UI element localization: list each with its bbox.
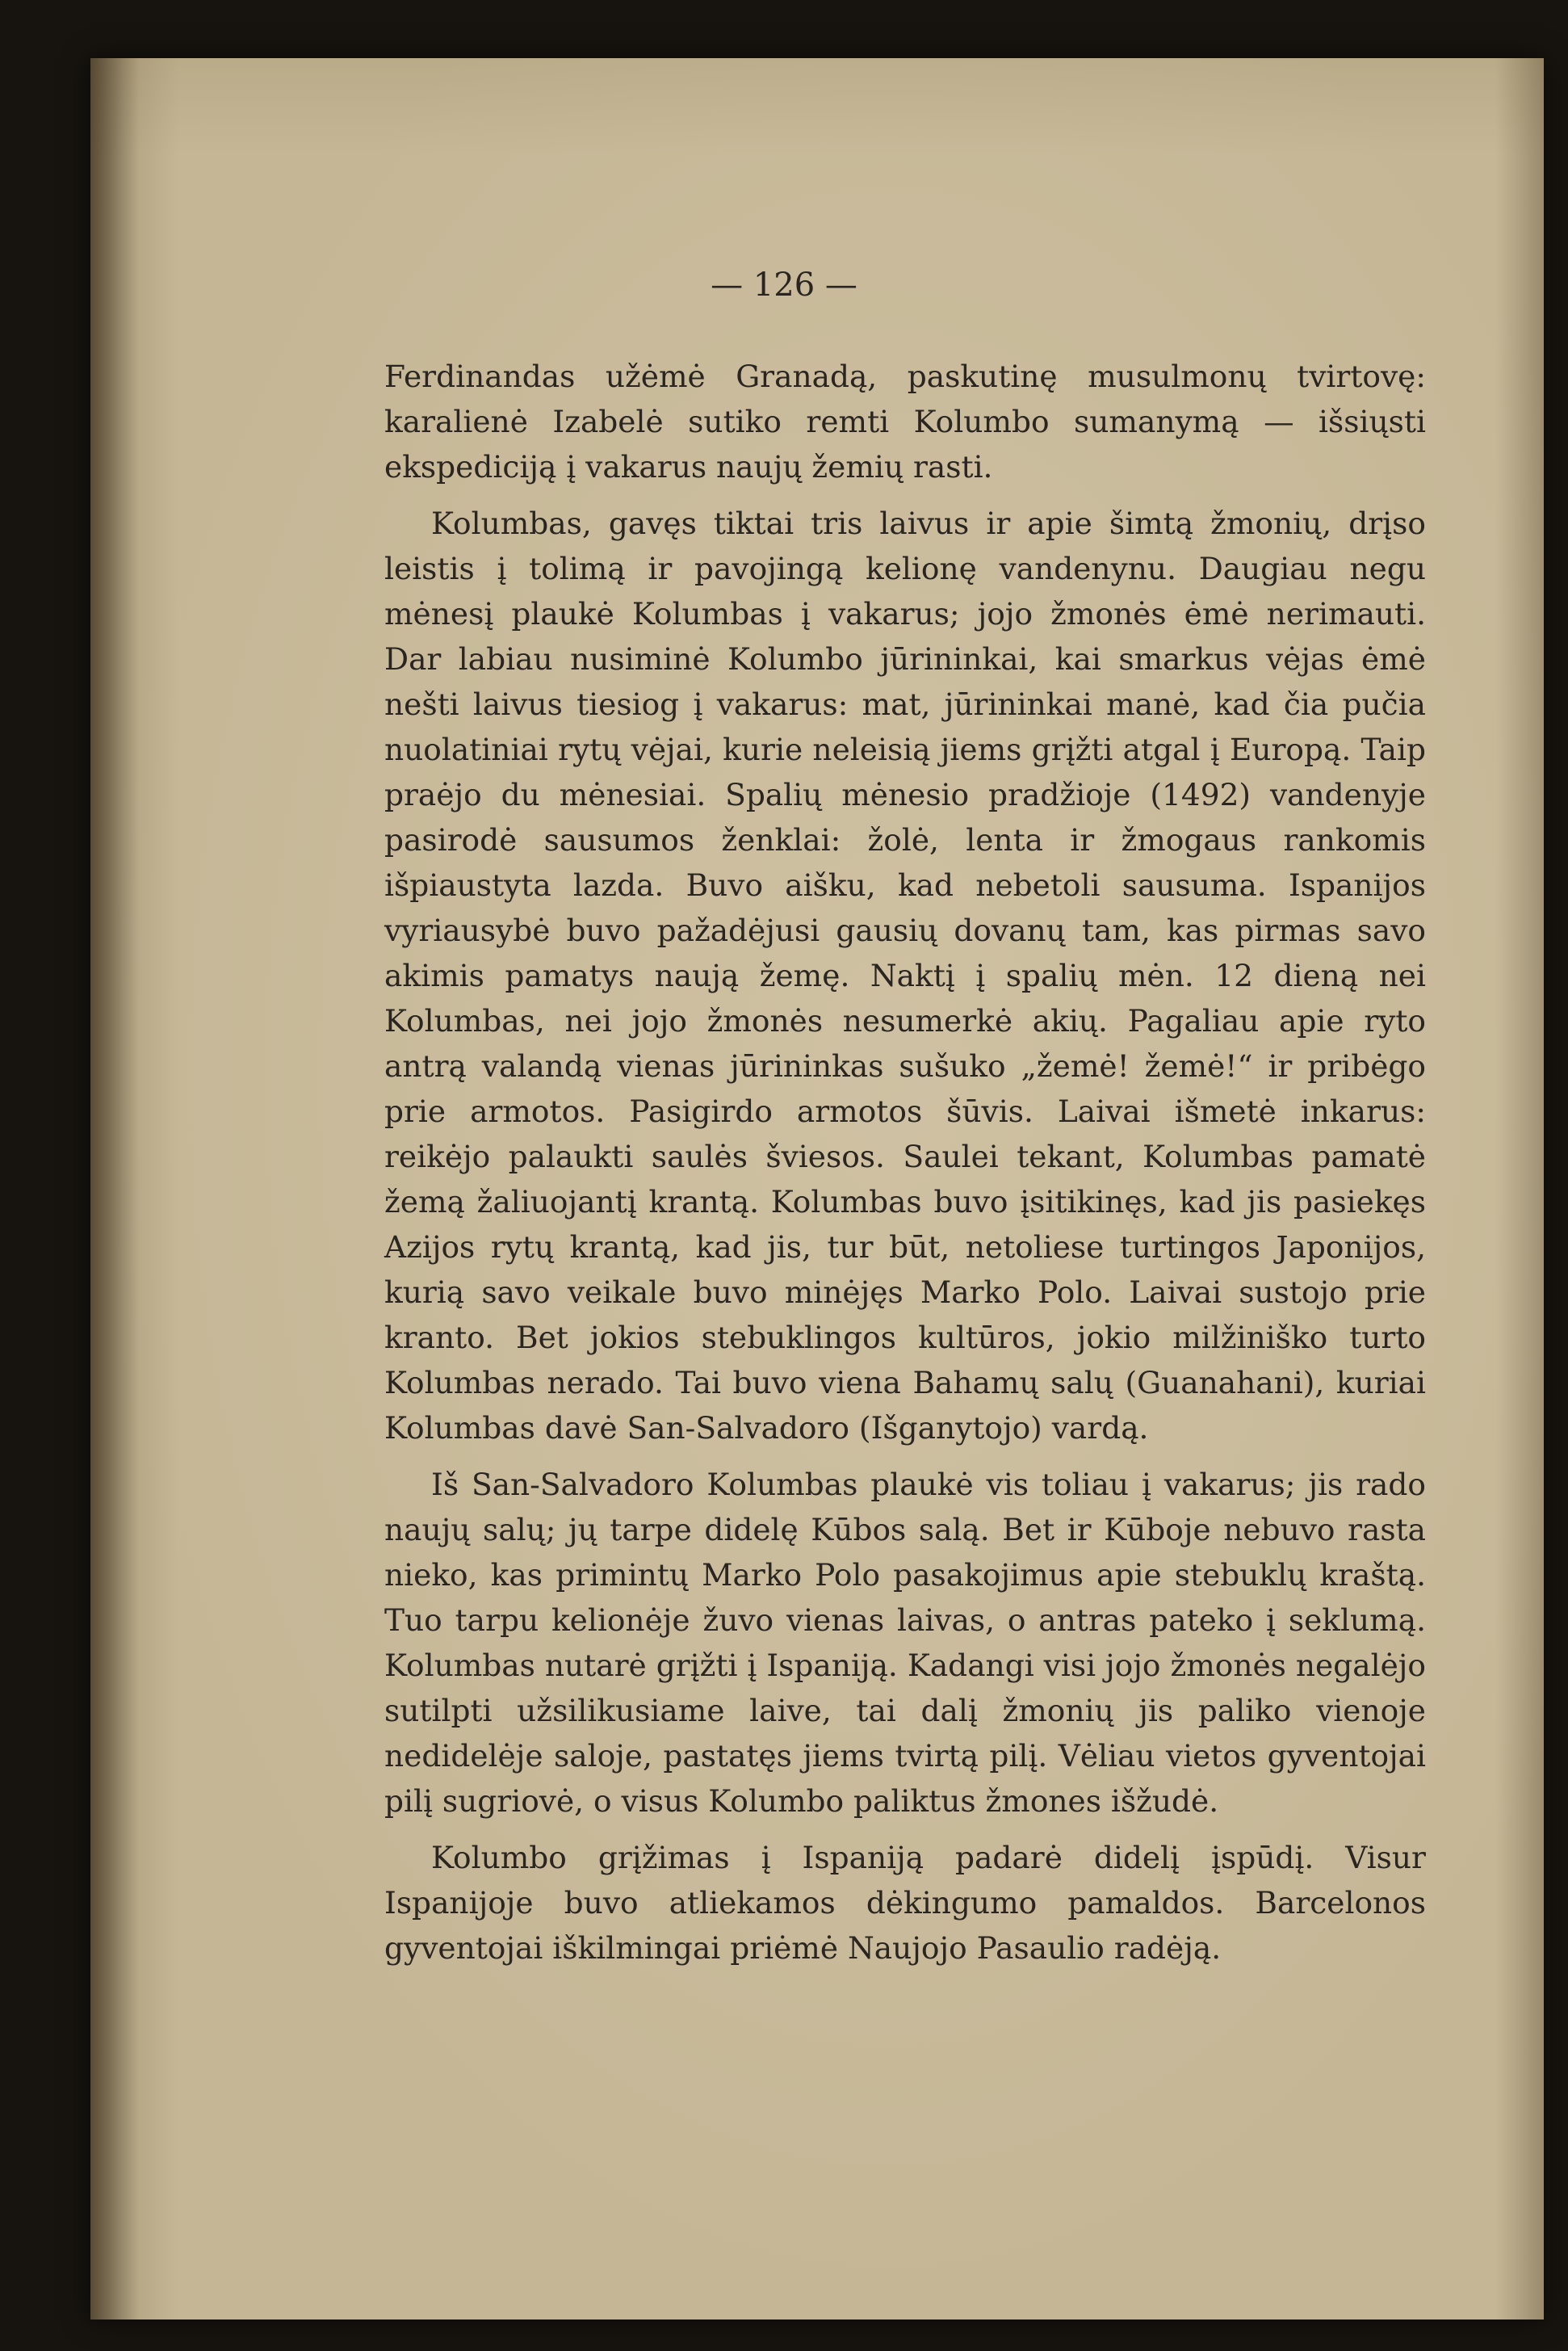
- text-column: [384, 354, 1426, 1971]
- paragraph: Iš San-Salvadoro Kolumbas plaukė vis toliau į vakarus; jis rado naujų salų; jų tarpe didelę Kūbos salą. Bet ir Kūboje nebuvo rasta nieko, kas primintų Marko Polo pasakojimus apie stebuklų kraštą. Tuo tarpu kelionėje žuvo vienas laivas, o antras pateko į seklumą. Kolumbas nutarė grįžti į Ispaniją. Kadangi visi jojo žmonės negalėjo sutilpti užsilikusiame laive, tai dalį žmonių jis paliko vienoje nedidelėje saloje, pastatęs jiems tvirtą pilį. Vėliau vietos gyventojai pilį sugriovė, o visus Kolumbo paliktus žmones išžudė.: [384, 1467, 1426, 1819]
- paragraph: Ferdinandas užėmė Granadą, paskutinę musulmonų tvirtovę: karalienė Izabelė sutiko remti Kolumbo sumanymą — išsiųsti ekspediciją į vakarus naujų žemių rasti.: [384, 359, 1426, 485]
- paragraph: Kolumbas, gavęs tiktai tris laivus ir apie šimtą žmonių, drįso leistis į tolimą ir pavojingą kelionę vandenynu. Daugiau negu mėnesį plaukė Kolumbas į vakarus; jojo žmonės ėmė nerimauti. Dar labiau nusiminė Kolumbo jūrininkai, kai smarkus vėjas ėmė nešti laivus tiesiog į vakarus: mat, jūrininkai manė, kad čia pučia nuolatiniai rytų vėjai, kurie neleisią jiems grįžti atgal į Europą. Taip praėjo du mėnesiai. Spalių mėnesio pradžioje (1492) vandenyje pasirodė sausumos ženklai: žolė, lenta ir žmogaus rankomis išpiaustyta lazda. Buvo aišku, kad nebetoli sausuma. Ispanijos vyriausybė buvo pažadėjusi gausių dovanų tam, kas pirmas savo akimis pamatys naują žemę. Naktį į spalių mėn. 12 dieną nei Kolumbas, nei jojo žmonės nesumerkė akių. Pagaliau apie ryto antrą valandą vienas jūrininkas sušuko „žemė! žemė!“ ir pribėgo prie armotos. Pasigirdo armotos šūvis. Laivai išmetė inkarus: reikėjo palaukti saulės šviesos. Saulei tekant, Kolumbas pamatė žemą žaliuojantį krantą. Kolumbas buvo įsitikinęs, kad jis pasiekęs Azijos rytų krantą, kad jis, tur būt, netoliese turtingos Japonijos, kurią savo veikale buvo minėjęs Marko Polo. Laivai sustojo prie kranto. Bet jokios stebuklingos kultūros, jokio milžiniško turto Kolumbas nerado. Tai buvo viena Bahamų salų (Guanahani), kuriai Kolumbas davė San-Salvadoro (Išganytojo) vardą.: [384, 506, 1426, 1446]
- paragraph: Kolumbo grįžimas į Ispaniją padarė didelį įspūdį. Visur Ispanijoje buvo atliekamos dėkingumo pamaldos. Barcelonos gyventojai iškilmingai priėmė Naujojo Pasaulio radėją.: [384, 1840, 1426, 1966]
- binding-gutter: [90, 58, 139, 2320]
- page-number: — 126 —: [711, 267, 857, 304]
